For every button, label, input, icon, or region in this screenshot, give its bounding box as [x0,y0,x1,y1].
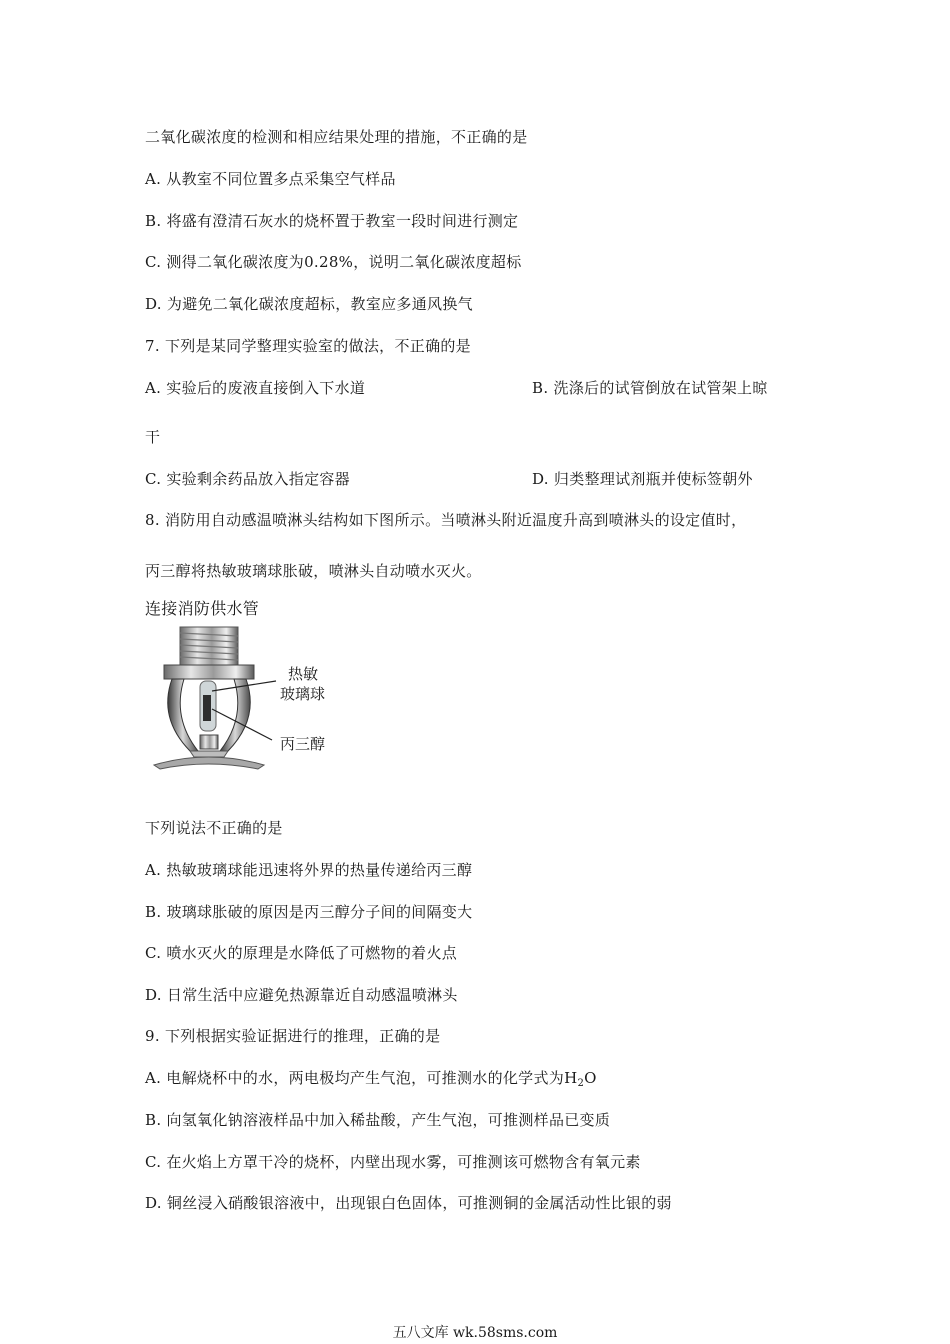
label-heat-sensitive: 热敏 [288,665,319,683]
q9-option-a-subscript: 2 [577,1078,585,1089]
q7-option-c: C. 实验剩余药品放入指定容器 [145,470,350,488]
q8-option-d: D. 日常生活中应避免热源靠近自动感温喷淋头 [145,986,458,1004]
q8-stem-line2: 丙三醇将热敏玻璃球胀破，喷淋头自动喷水灭火。 [145,562,482,580]
q7-option-b: B. 洗涤后的试管倒放在试管架上晾 [532,379,768,397]
q6-option-d: D. 为避免二氧化碳浓度超标，教室应多通风换气 [145,295,473,313]
figure-caption: 连接消防供水管 [145,599,260,618]
q8-option-a: A. 热敏玻璃球能迅速将外界的热量传递给丙三醇 [145,861,473,879]
q7-option-a: A. 实验后的废液直接倒入下水道 [145,379,366,397]
q9-option-b: B. 向氢氧化钠溶液样品中加入稀盐酸，产生气泡，可推测样品已变质 [145,1111,611,1129]
q8-stem-line1: 8. 消防用自动感温喷淋头结构如下图所示。当喷淋头附近温度升高到喷淋头的设定值时， [145,511,747,529]
q7-stem: 7. 下列是某同学整理实验室的做法，不正确的是 [145,337,471,355]
sprinkler-figure [150,623,350,775]
q7-option-b-wrap: 干 [145,428,161,446]
q6-stem: 二氧化碳浓度的检测和相应结果处理的措施，不正确的是 [145,128,528,146]
q8-option-b: B. 玻璃球胀破的原因是丙三醇分子间的间隔变大 [145,903,473,921]
q9-option-a-text: A. 电解烧杯中的水，两电极均产生气泡，可推测水的化学式为H [145,1069,578,1087]
q6-option-a: A. 从教室不同位置多点采集空气样品 [145,170,396,188]
q6-option-b: B. 将盛有澄清石灰水的烧杯置于教室一段时间进行测定 [145,212,519,230]
q8-option-c: C. 喷水灭火的原理是水降低了可燃物的着火点 [145,944,458,962]
q8-question: 下列说法不正确的是 [145,819,283,837]
q9-option-a [145,1068,597,1094]
q9-option-c: C. 在火焰上方罩干冷的烧杯，内壁出现水雾，可推测该可燃物含有氧元素 [145,1153,641,1171]
label-glass-bulb: 玻璃球 [280,685,326,703]
q9-option-d: D. 铜丝浸入硝酸银溶液中，出现银白色固体，可推测铜的金属活动性比银的弱 [145,1194,672,1212]
label-glycerol: 丙三醇 [280,735,326,753]
q9-option-a-end: O [584,1069,597,1087]
q7-option-d: D. 归类整理试剂瓶并使标签朝外 [532,470,753,488]
q9-stem: 9. 下列根据实验证据进行的推理，正确的是 [145,1027,441,1045]
q6-option-c: C. 测得二氧化碳浓度为0.28%，说明二氧化碳浓度超标 [145,253,522,271]
footer-watermark: 五八文库 wk.58sms.com [392,1325,558,1341]
